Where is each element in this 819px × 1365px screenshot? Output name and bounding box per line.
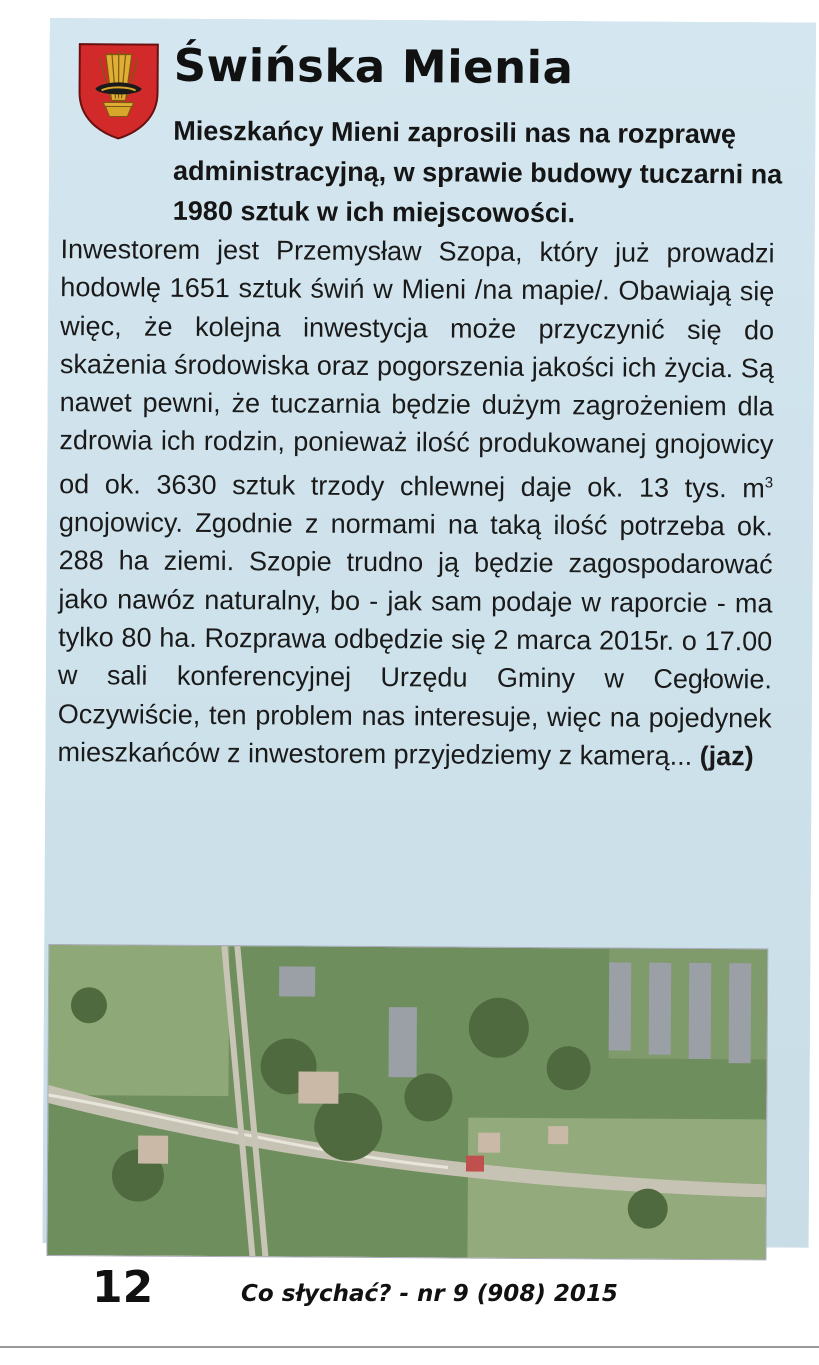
article-lead: Mieszkańcy Mieni zaprosili nas na rozprawę administracyjną, w sprawie budowy tuczarni na 1980 sztuk w ich miejscowości.	[172, 115, 783, 229]
unit-superscript: 3	[764, 474, 774, 492]
article-body-text-1: Inwestorem jest Przemysław Szopa, który już prowadzi hodowlę 1651 sztuk świń w Mieni /na mapie/. Obawiają się więc, że kolejna inwestycja może przyczynić się do skażenia środowiska oraz pogorszenia jakości ich życia. Są nawet pewni, że tuczarnia będzie dużym zagrożeniem dla zdrowia ich rodzin, ponieważ ilość produkowanej gnojowicy od ok. 3630 sztuk trzody chlewnej daje ok. 13 tys. m	[59, 234, 775, 504]
publication-issue: Co słychać? - nr 9 (908) 2015	[241, 1281, 618, 1307]
mienia-coat-of-arms-icon	[75, 40, 162, 141]
aerial-village-photo-icon	[46, 944, 768, 1260]
article-body-text-2: gnojowicy. Zgodnie z normami na taką ilość potrzeba ok. 288 ha ziemi. Szopie trudno ją będzie zagospodarować jako nawóz naturalny, bo - jak sam podaje w raporcie - ma tylko 80 ha. Rozprawa odbędzie się 2 marca 2015r. o 17.00 w sali konferencyjnej Urzędu Gminy w Cegłowie. Oczywiście, ten problem nas interesuje, więc na pojedynek mieszkańców z inwestorem przyjedziemy z kamerą...	[57, 507, 773, 771]
article-box	[43, 18, 816, 1248]
author-signature: (jaz)	[699, 740, 754, 772]
article-title: Świńska Mienia	[173, 38, 574, 95]
page-number: 12	[92, 1262, 154, 1313]
page-divider	[0, 1346, 819, 1348]
article-body	[57, 230, 774, 776]
